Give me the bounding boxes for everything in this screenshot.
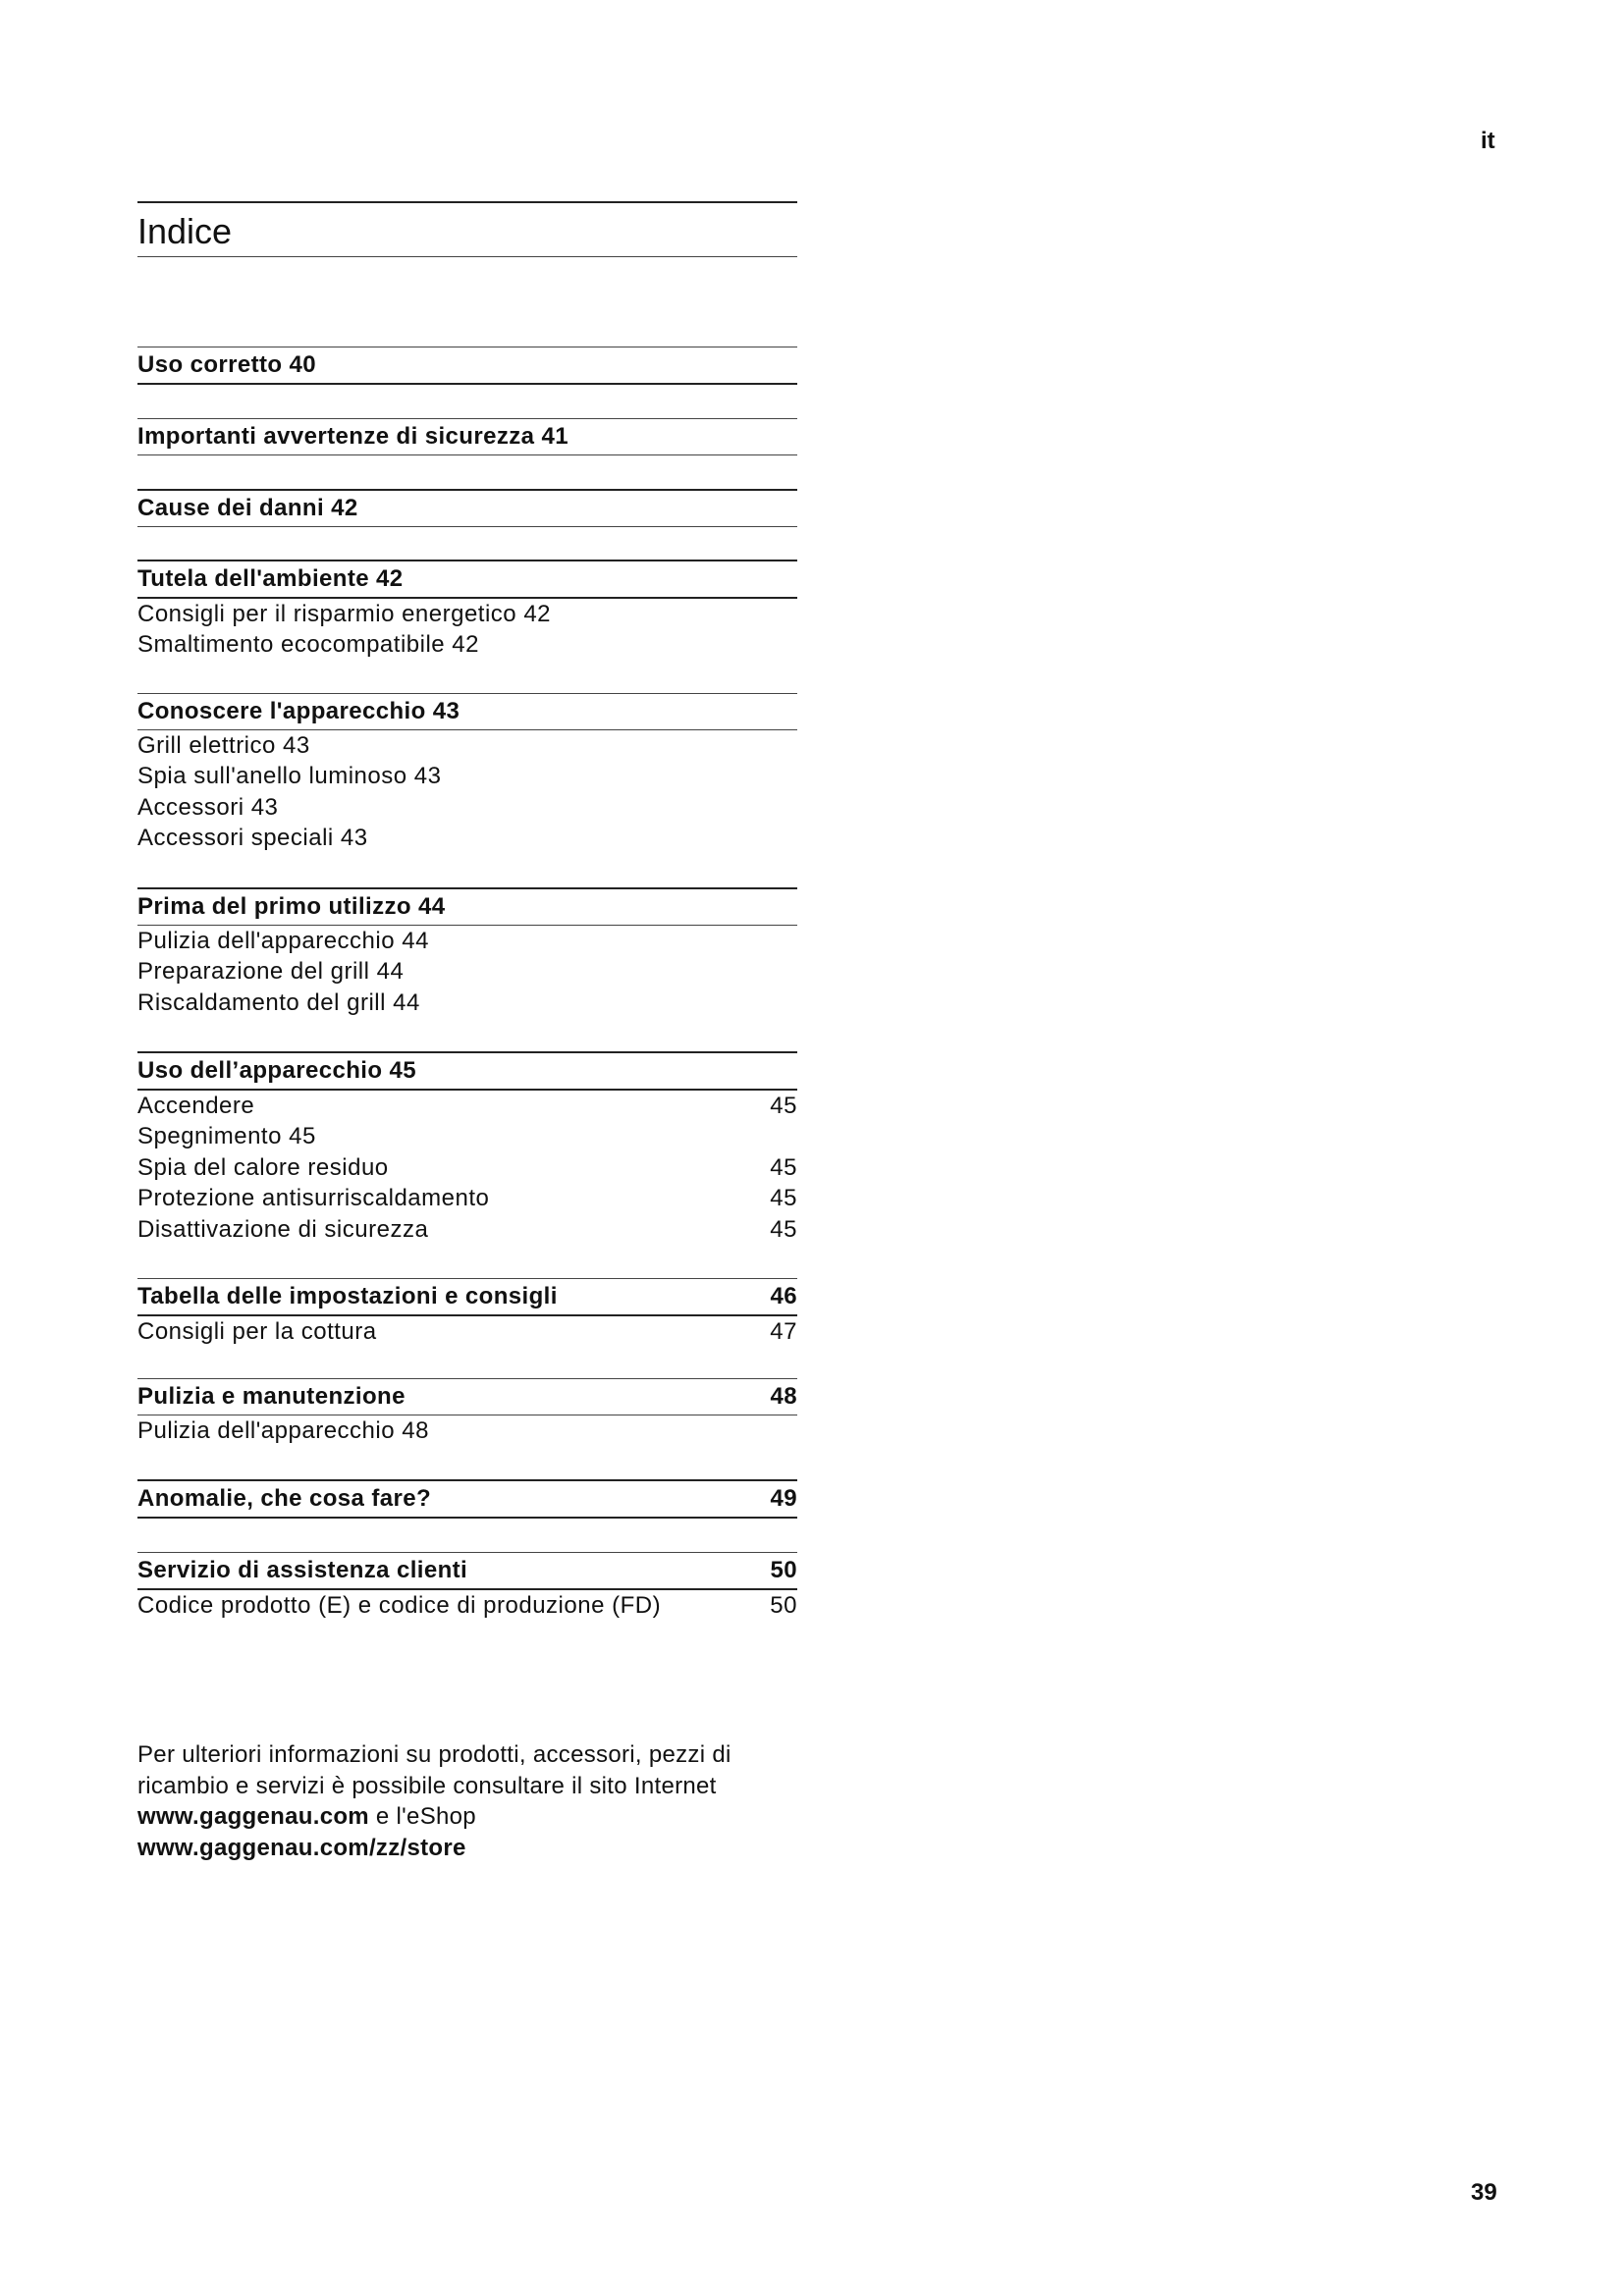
toc-entry-label: Riscaldamento del grill 44 [137,988,420,1016]
toc-entry[interactable] [137,630,797,662]
toc-entry[interactable] [137,1214,797,1246]
toc-section-label: Uso dell’apparecchio 45 [137,1057,416,1084]
info-paragraph [137,1739,844,1863]
toc-section [137,560,797,661]
toc-section-heading[interactable] [137,491,797,526]
toc-section [137,347,797,385]
toc-entry-page: 45 [770,1185,797,1212]
toc-entry-page: 50 [770,1591,797,1619]
toc-section-page: 49 [770,1485,797,1512]
toc-entry-label: Accessori 43 [137,793,279,821]
toc-entry-label: Pulizia dell'apparecchio 44 [137,927,429,954]
toc-entry-label: Smaltimento ecocompatibile 42 [137,631,480,659]
toc-entry-label: Codice prodotto (E) e codice di produzione (FD) [137,1591,662,1619]
info-line: Per ulteriori informazioni su prodotti, accessori, pezzi di [137,1741,731,1768]
toc-section-heading[interactable] [137,1481,797,1517]
toc-section [137,489,797,527]
toc-section-heading[interactable] [137,1553,797,1588]
divider [137,383,797,385]
page-title: Indice [137,211,233,251]
divider [137,526,797,527]
toc-section-heading[interactable] [137,1279,797,1314]
divider [137,256,797,257]
toc-entry[interactable] [137,926,797,957]
info-connector: e l'eShop [368,1803,476,1830]
toc-entry-label: Grill elettrico 43 [137,731,310,759]
toc-entry-label: Disattivazione di sicurezza [137,1215,429,1243]
toc-section-heading[interactable] [137,561,797,597]
website-link[interactable]: www.gaggenau.com [137,1803,369,1830]
toc-section [137,1479,797,1519]
toc-entry-label: Accendere [137,1092,255,1119]
toc-section-page: 50 [770,1557,797,1583]
divider [137,454,797,455]
toc-section-label: Pulizia e manutenzione [137,1383,406,1410]
toc-section-heading[interactable] [137,889,797,925]
toc-section [137,1278,797,1348]
toc-section [137,1552,797,1622]
toc-entry-label: Spia del calore residuo [137,1153,389,1181]
toc-entry[interactable] [137,792,797,824]
toc-entry-label: Protezione antisurriscaldamento [137,1185,490,1212]
toc-section-label: Importanti avvertenze di sicurezza 41 [137,423,568,450]
toc-entry[interactable] [137,824,797,855]
toc-entry-label: Consigli per il risparmio energetico 42 [137,600,552,627]
toc-entry-page: 45 [770,1215,797,1243]
toc-section [137,887,797,1019]
toc-entry-label: Preparazione del grill 44 [137,958,405,986]
toc-entry[interactable] [137,957,797,988]
info-line [137,1801,844,1833]
toc-section-label: Servizio di assistenza clienti [137,1557,468,1583]
toc-section-label: Tutela dell'ambiente 42 [137,565,404,592]
divider [137,1517,797,1519]
toc-entry[interactable] [137,1316,797,1348]
info-line [137,1833,844,1864]
toc-entry-label: Spia sull'anello luminoso 43 [137,763,442,790]
toc-section-label: Conoscere l'apparecchio 43 [137,698,460,724]
toc-entry[interactable] [137,1152,797,1184]
toc-section-heading[interactable] [137,419,797,454]
toc-section [137,1378,797,1447]
title-block [137,201,797,257]
toc-entry-label: Spegnimento 45 [137,1123,316,1150]
toc-entry[interactable] [137,762,797,793]
info-line: ricambio e servizi è possibile consultare il sito Internet [137,1772,717,1799]
toc-section-label: Tabella delle impostazioni e consigli [137,1283,558,1309]
toc-section-heading[interactable] [137,1379,797,1415]
toc-entry[interactable] [137,730,797,762]
toc-section-label: Prima del primo utilizzo 44 [137,893,446,920]
toc-section-label: Cause dei danni 42 [137,495,358,521]
toc-entry[interactable] [137,1590,797,1622]
toc-section [137,693,797,854]
toc-entry[interactable] [137,1184,797,1215]
toc-section-heading[interactable] [137,347,797,383]
toc-entry[interactable] [137,1415,797,1447]
toc-entry-label: Accessori speciali 43 [137,825,368,852]
toc-entry[interactable] [137,1091,797,1122]
language-code: it [1481,128,1495,154]
toc-entry[interactable] [137,988,797,1019]
eshop-link[interactable]: www.gaggenau.com/zz/store [137,1834,466,1861]
toc-entry-page: 45 [770,1092,797,1119]
toc-entry-page: 47 [770,1317,797,1345]
toc-entry-label: Pulizia dell'apparecchio 48 [137,1416,429,1444]
toc-entry[interactable] [137,1122,797,1153]
toc-entry-label: Consigli per la cottura [137,1317,377,1345]
toc-section-label: Anomalie, che cosa fare? [137,1485,432,1512]
toc-section-page: 46 [770,1283,797,1309]
toc-section-heading[interactable] [137,694,797,729]
toc-section-page: 48 [770,1383,797,1410]
toc-section-label: Uso corretto 40 [137,351,317,378]
toc-entry[interactable] [137,599,797,630]
toc-section [137,1051,797,1246]
toc-section [137,418,797,455]
toc-entry-page: 45 [770,1153,797,1181]
toc-section-heading[interactable] [137,1053,797,1089]
page-number: 39 [1471,2179,1497,2206]
